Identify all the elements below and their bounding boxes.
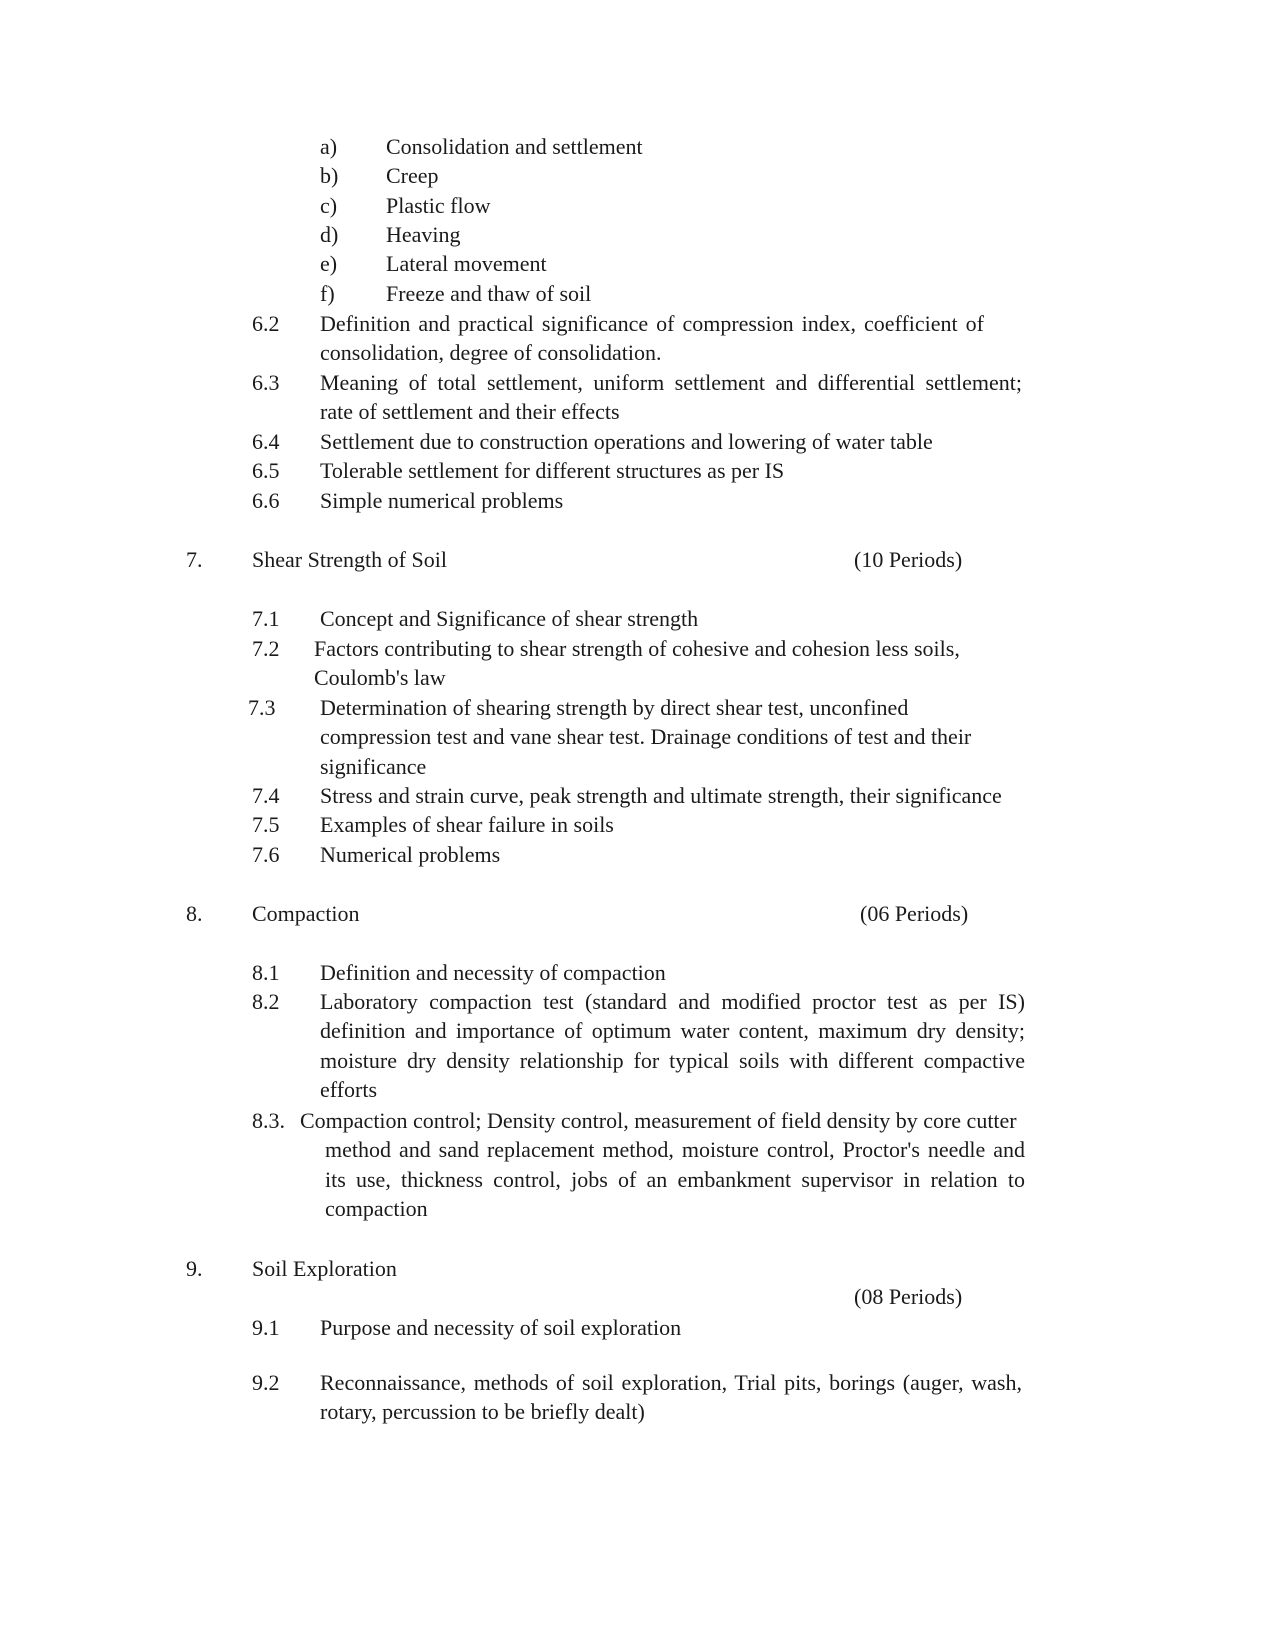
section-periods: (06 Periods) (860, 901, 969, 926)
sub-item-label: b) (320, 163, 339, 188)
item-text-line: Compaction control; Density control, measurement of field density by core cutter (300, 1108, 1017, 1133)
item-text-line: Purpose and necessity of soil exploration (320, 1315, 682, 1340)
item-number: 9.1 (252, 1315, 280, 1340)
section-periods: (08 Periods) (854, 1284, 963, 1309)
item-text-line: moisture dry density relationship for typical soils with different compactive (320, 1048, 1025, 1073)
sub-item-text: Heaving (386, 222, 461, 247)
item-text-line: its use, thickness control, jobs of an embankment supervisor in relation to (325, 1167, 1025, 1192)
item-text-line: Reconnaissance, methods of soil exploration, Trial pits, borings (auger, wash, (320, 1370, 1022, 1395)
sub-item-label: c) (320, 193, 338, 218)
item-text-line: Meaning of total settlement, uniform settlement and differential settlement; (320, 370, 1022, 395)
sub-item-label: e) (320, 251, 338, 276)
item-number: 7.6 (252, 842, 280, 867)
item-number: 6.5 (252, 458, 280, 483)
item-text-line: Numerical problems (320, 842, 501, 867)
item-text-line: compression test and vane shear test. Drainage conditions of test and their (320, 724, 972, 749)
sub-item-text: Lateral movement (386, 251, 547, 276)
item-number: 6.3 (252, 370, 280, 395)
sub-item-label: f) (320, 281, 335, 306)
sub-item-text: Freeze and thaw of soil (386, 281, 592, 306)
item-text-line: Examples of shear failure in soils (320, 812, 614, 837)
sub-item-text: Consolidation and settlement (386, 134, 643, 159)
item-number: 9.2 (252, 1370, 280, 1395)
item-text-line: Stress and strain curve, peak strength and ultimate strength, their significance (320, 783, 1002, 808)
item-text-line: method and sand replacement method, moisture control, Proctor's needle and (325, 1137, 1025, 1162)
item-number: 6.4 (252, 429, 280, 454)
item-text-line: Settlement due to construction operations and lowering of water table (320, 429, 933, 454)
item-text-line: rotary, percussion to be briefly dealt) (320, 1399, 645, 1424)
item-text-line: Determination of shearing strength by direct shear test, unconfined (320, 695, 909, 720)
item-text-line: Coulomb's law (314, 665, 446, 690)
section-number: 7. (186, 547, 203, 572)
sub-item-label: a) (320, 134, 338, 159)
section-title: Compaction (252, 901, 360, 926)
sub-item-label: d) (320, 222, 339, 247)
item-text-line: efforts (320, 1077, 378, 1102)
item-text-line: consolidation, degree of consolidation. (320, 340, 662, 365)
item-text-line: Definition and necessity of compaction (320, 960, 666, 985)
section-periods: (10 Periods) (854, 547, 963, 572)
item-number: 8.3. (252, 1108, 285, 1133)
item-number: 7.3 (248, 695, 276, 720)
item-number: 7.2 (252, 636, 280, 661)
item-text-line: Laboratory compaction test (standard and modified proctor test as per IS) (320, 989, 1025, 1014)
section-title: Soil Exploration (252, 1256, 397, 1281)
item-number: 6.2 (252, 311, 280, 336)
section-title: Shear Strength of Soil (252, 547, 447, 572)
item-text-line: Concept and Significance of shear strength (320, 606, 699, 631)
item-number: 6.6 (252, 488, 280, 513)
sub-item-text: Plastic flow (386, 193, 491, 218)
section-number: 9. (186, 1256, 203, 1281)
item-text-line: Definition and practical significance of compression index, coefficient of (320, 311, 984, 336)
item-text-line: rate of settlement and their effects (320, 399, 620, 424)
item-number: 7.1 (252, 606, 280, 631)
sub-item-text: Creep (386, 163, 439, 188)
item-text-line: compaction (325, 1196, 428, 1221)
item-text-line: Factors contributing to shear strength of cohesive and cohesion less soils, (314, 636, 960, 661)
item-text-line: significance (320, 754, 427, 779)
item-number: 7.4 (252, 783, 280, 808)
item-text-line: Tolerable settlement for different structures as per IS (320, 458, 785, 483)
item-number: 7.5 (252, 812, 280, 837)
item-text-line: definition and importance of optimum water content, maximum dry density; (320, 1018, 1025, 1043)
section-number: 8. (186, 901, 203, 926)
item-text-line: Simple numerical problems (320, 488, 564, 513)
item-number: 8.2 (252, 989, 280, 1014)
item-number: 8.1 (252, 960, 280, 985)
